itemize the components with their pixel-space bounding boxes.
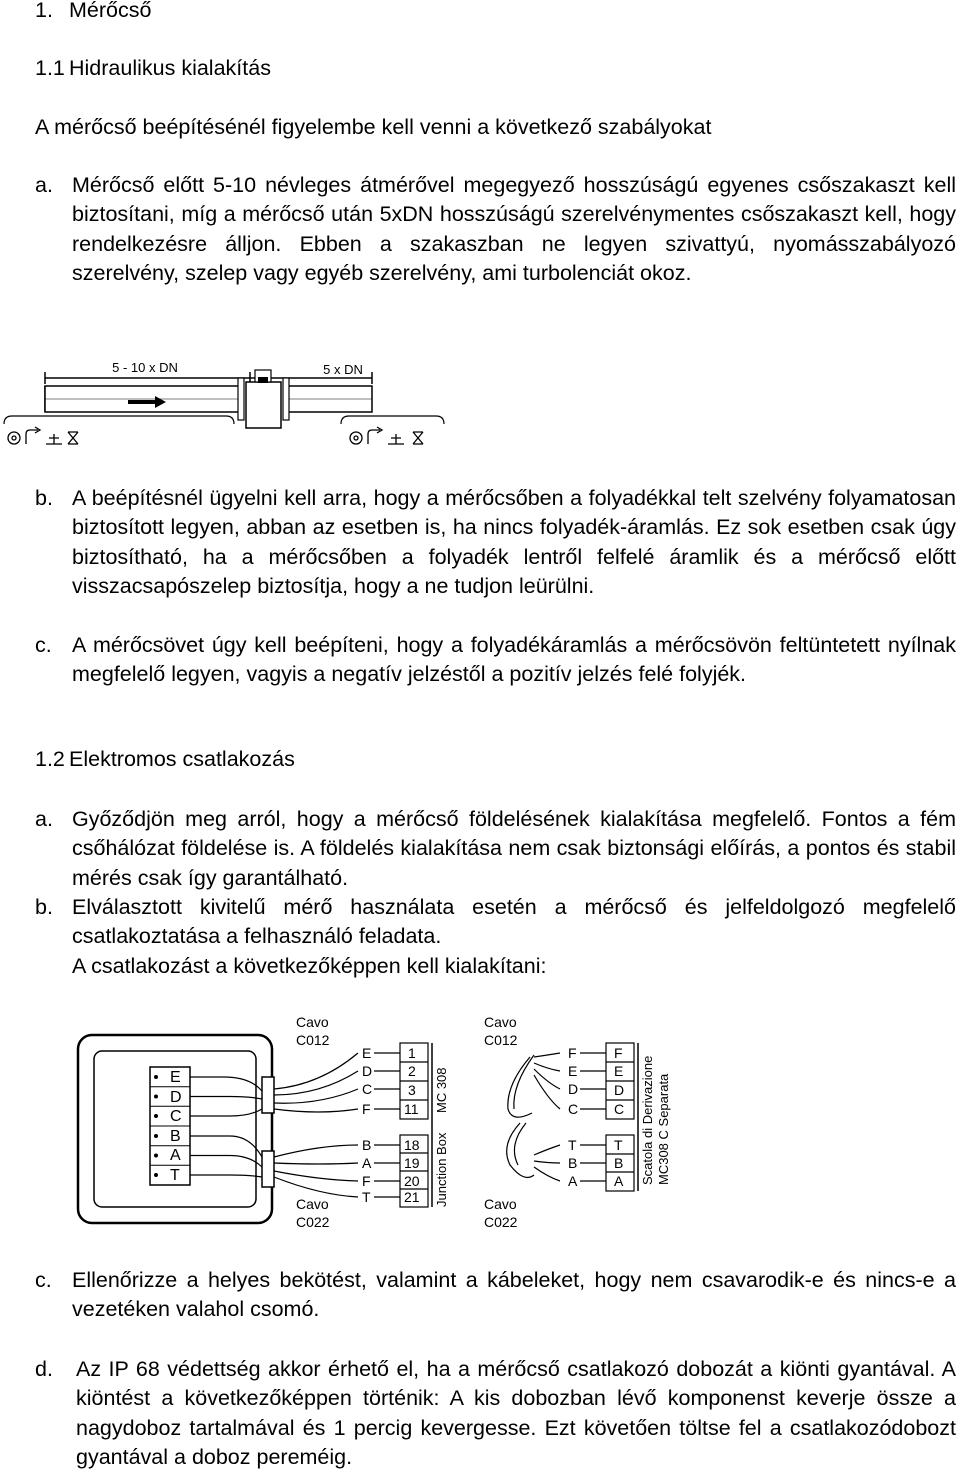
item-b-marker: b.	[35, 486, 53, 510]
left-cable-bottom-label-2: C022	[296, 1214, 330, 1230]
sensor-terminal-b: B	[170, 1128, 181, 1145]
item-c-marker: c.	[35, 633, 52, 657]
left-wire-label-d: D	[362, 1063, 373, 1079]
right-terminal-e: E	[614, 1063, 624, 1079]
electrical-item-a-marker: a.	[35, 807, 53, 831]
heading-1-1-title: Hidraulikus kialakítás	[69, 56, 271, 80]
item-b-text: A beépítésnél ügyelni kell arra, hogy a mérőcsőben a folyadékkal telt szelvény folyamatosan biztosított legyen, abban az esetben is, ha nincs folyadék-áramlás. Ez sok esetben csak úgy biztosítható, ha a mérőcsőben a folyadék lentről felfelé áramlik és a mérőcső előtt visszacsapószelep biztosítja, hogy a ne tudjon leürülni.	[72, 486, 956, 599]
left-wire-label-f: F	[362, 1101, 371, 1117]
forbidden-fittings-icons-left	[8, 427, 78, 444]
left-wire-label-b: B	[362, 1137, 372, 1153]
sensor-terminal-e: E	[170, 1069, 181, 1086]
right-wire-label-f: F	[568, 1045, 577, 1061]
intro-text: A mérőcső beépítésénél figyelembe kell venni a következő szabályokat	[35, 115, 712, 139]
sensor-terminal-c: C	[170, 1108, 182, 1125]
item-a-marker: a.	[35, 173, 53, 197]
left-terminal-1: 1	[408, 1045, 416, 1061]
left-terminal-21: 21	[404, 1189, 420, 1205]
left-cable-top-label-2: C012	[296, 1032, 330, 1048]
wiring-diagram	[0, 1005, 960, 1235]
right-cable-top-label-1: Cavo	[484, 1014, 517, 1030]
right-terminal-t: T	[614, 1137, 623, 1153]
electrical-item-b-followup: A csatlakozást a következőképpen kell kialakítani:	[72, 954, 547, 978]
left-wire-label-t: T	[362, 1189, 371, 1205]
heading-1-2-number: 1.2	[35, 747, 65, 771]
item-a-text: Mérőcső előtt 5-10 névleges átmérővel megegyező hosszúságú egyenes csőszakaszt kell biztosítani, míg a mérőcső után 5xDN hosszúságú szerelvénymentes csőszakaszt kell, hogy rendelkezésre álljon. Ebben a szakaszban ne legyen szivattyú, nyomásszabályozó szerelvény, szelep vagy egyéb szerelvény, ami turbolenciát okoz.	[72, 173, 956, 286]
left-junction-box-label: Junction Box	[434, 1132, 449, 1207]
final-item-d-text: Az IP 68 védettség akkor érhető el, ha a mérőcső csatlakozó dobozát a kiönti gyantával. A kiöntést a következőképpen történik: A kis dobozban lévő komponenst keverje össze a nagydoboz tartalmával és 1 percig kevergesse. Ezt követően töltse fel a csatlakozódobozt gyantával a doboz pereméig.	[76, 1357, 956, 1470]
sensor-terminal-d: D	[170, 1089, 182, 1106]
right-wire-label-b: B	[568, 1155, 578, 1171]
left-terminal-20: 20	[404, 1173, 420, 1189]
downstream-length-label: 5 x DN	[323, 362, 363, 377]
left-cable-bottom-label-1: Cavo	[296, 1196, 329, 1212]
right-wire-label-d: D	[568, 1081, 579, 1097]
heading-1-1	[35, 54, 271, 83]
right-wire-label-e: E	[568, 1063, 578, 1079]
right-cable-bottom-label-2: C022	[484, 1214, 518, 1230]
left-cable-top-label-1: Cavo	[296, 1014, 329, 1030]
pipe-installation-diagram	[0, 350, 960, 450]
electrical-item-b-text: Elválasztott kivitelű mérő használata esetén a mérőcső és jelfeldolgozó megfelelő csatlakoztatása a felhasználó feladata.	[72, 895, 956, 949]
left-wire-label-a: A	[362, 1155, 372, 1171]
left-wire-label-c: C	[362, 1081, 373, 1097]
right-cable-bottom-label-1: Cavo	[484, 1196, 517, 1212]
right-junction-box-label: Scatola di Derivazione	[640, 1055, 655, 1185]
forbidden-fittings-icons-right	[350, 427, 423, 444]
heading-1	[35, 0, 151, 25]
electrical-item-a-text: Győződjön meg arról, hogy a mérőcső földelésének kialakítása megfelelő. Fontos a fém csőhálózat földelése is. A földelés kialakítása nem csak biztonsági előírás, a pontos és stabil mérés csak így garantálható.	[72, 807, 956, 890]
final-item-c-text: Ellenőrizze a helyes bekötést, valamint a kábeleket, hogy nem csavarodik-e és nincs-e a vezetéken valahol csomó.	[72, 1268, 956, 1322]
sensor-terminal-a: A	[170, 1147, 181, 1164]
left-model-label: MC 308	[434, 1067, 449, 1113]
left-terminal-3: 3	[408, 1082, 416, 1098]
right-terminal-a: A	[614, 1173, 624, 1189]
item-c-text: A mérőcsövet úgy kell beépíteni, hogy a folyadékáramlás a mérőcsövön feltüntetett nyílnak megfelelő legyen, vagyis a negatív jelzéstől a pozitív jelzés felé folyjék.	[72, 633, 956, 687]
left-terminal-18: 18	[404, 1137, 420, 1153]
heading-1-1-number: 1.1	[35, 56, 65, 80]
right-terminal-d: D	[614, 1082, 625, 1098]
left-terminal-19: 19	[404, 1155, 420, 1171]
sensor-terminal-block	[150, 1067, 190, 1185]
left-wire-label-e: E	[362, 1045, 372, 1061]
heading-1-title: Mérőcső	[69, 0, 152, 22]
right-terminal-f: F	[614, 1045, 623, 1061]
left-wire-label-f2: F	[362, 1173, 371, 1189]
heading-1-2	[35, 745, 295, 774]
upstream-length-label: 5 - 10 x DN	[112, 360, 178, 375]
electrical-item-b-marker: b.	[35, 895, 53, 919]
heading-1-2-title: Elektromos csatlakozás	[69, 747, 295, 771]
right-wire-label-c: C	[568, 1101, 579, 1117]
right-wire-label-t: T	[568, 1137, 577, 1153]
right-wire-label-a: A	[568, 1173, 578, 1189]
right-terminal-c: C	[614, 1101, 625, 1117]
final-item-d-marker: d.	[35, 1357, 53, 1381]
left-terminal-2: 2	[408, 1063, 416, 1079]
final-item-c-marker: c.	[35, 1268, 52, 1292]
heading-1-number: 1.	[35, 0, 53, 22]
sensor-terminal-t: T	[170, 1167, 180, 1184]
right-cable-top-label-2: C012	[484, 1032, 518, 1048]
left-terminal-11: 11	[404, 1101, 419, 1117]
right-model-label: MC308 C Separata	[656, 1073, 671, 1185]
right-terminal-b: B	[614, 1155, 624, 1171]
